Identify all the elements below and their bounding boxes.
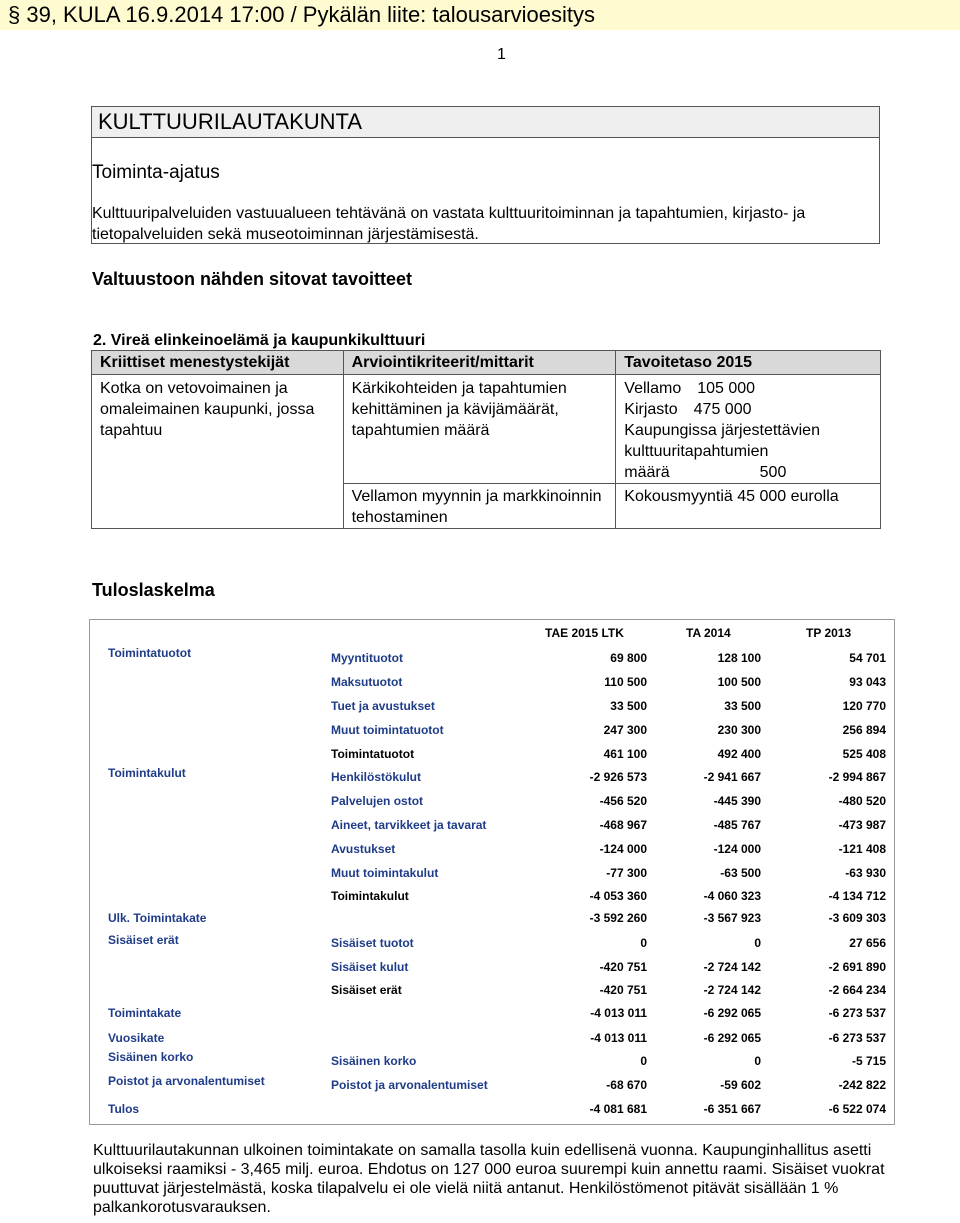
value-ta2014: -6 351 667 xyxy=(703,1102,761,1116)
value-tae2015: 0 xyxy=(640,936,647,950)
mission-text: Kulttuuripalveluiden vastuualueen tehtävänä on vastata kulttuuritoiminnan ja tapahtumien, kirjasto- ja tietopalveluiden sekä museotoiminnan järjestämisestä. xyxy=(92,205,806,243)
value-ta2014: -445 390 xyxy=(713,794,761,808)
value-tp2013: -63 930 xyxy=(845,866,886,880)
row-label: Henkilöstökulut xyxy=(331,770,422,784)
row-label: Muut toimintatuotot xyxy=(331,723,444,737)
group-vuosikate: Vuosikate xyxy=(108,1031,165,1045)
target-sales: Kokousmyyntiä 45 000 eurolla xyxy=(624,488,839,505)
value-ta2014: -485 767 xyxy=(713,818,761,832)
target-vellamo-label: Vellamo xyxy=(624,380,682,397)
income-statement-table xyxy=(89,619,895,1125)
criteria-text-1: Kärkikohteiden ja tapahtumien kehittäminen ja kävijämäärät, tapahtumien määrä xyxy=(351,380,567,439)
target-cell-1 xyxy=(616,375,881,484)
value-tp2013: -6 273 537 xyxy=(828,1006,886,1020)
value-tae2015: -468 967 xyxy=(599,818,647,832)
target-vellamo-value: 105 000 xyxy=(697,380,756,397)
page-number: 1 xyxy=(497,46,506,63)
table-row xyxy=(90,960,894,980)
mission-section xyxy=(91,138,880,244)
criteria-cell-1 xyxy=(343,375,616,484)
value-tp2013: -6 522 074 xyxy=(828,1102,886,1116)
document-banner: § 39, KULA 16.9.2014 17:00 / Pykälän liite: talousarvioesitys xyxy=(0,0,960,30)
income-statement-heading: Tuloslaskelma xyxy=(92,580,215,600)
col-header-tp2013: TP 2013 xyxy=(806,626,852,640)
col-header-ta2014: TA 2014 xyxy=(686,626,731,640)
table-row xyxy=(90,1102,894,1122)
value-tp2013: 256 894 xyxy=(842,723,886,737)
value-tae2015: 247 300 xyxy=(603,723,647,737)
value-tae2015: 33 500 xyxy=(610,699,647,713)
row-label: Tuet ja avustukset xyxy=(331,699,435,713)
group-toimintakulut: Toimintakulut xyxy=(108,766,186,780)
table-row xyxy=(90,723,894,743)
table-row xyxy=(90,911,894,931)
value-tae2015: -4 013 011 xyxy=(590,1031,647,1045)
target-events-value: 500 xyxy=(759,464,787,481)
row-label: Toimintatuotot xyxy=(331,747,415,761)
group-sisaiset-erat: Sisäiset erät xyxy=(108,933,179,947)
value-tp2013: -6 273 537 xyxy=(828,1031,886,1045)
value-tp2013: -121 408 xyxy=(838,842,886,856)
row-label: Palvelujen ostot xyxy=(331,794,424,808)
value-ta2014: 100 500 xyxy=(717,675,761,689)
critical-factor-text: Kotka on vetovoimainen ja omaleimainen kaupunki, jossa tapahtuu xyxy=(100,380,315,439)
summary-paragraph: Kulttuurilautakunnan ulkoinen toimintakate on samalla tasolla kuin edellisenä vuonna. Kaupunginhallitus asetti ulkoiseksi raamiksi - 3,465 milj. euroa. Ehdotus on 127 000 euroa suurempi kuin annettu raami. Sisäiset vuokrat puuttuvat järjestelmästä, koska tilapalvelu ei ole vielä niitä antanut. Henkilöstömenot pitävät sisällään 1 % palkankorotusvarauksen. xyxy=(93,1142,885,1216)
value-tp2013: 93 043 xyxy=(849,675,886,689)
group-tulos: Tulos xyxy=(108,1102,140,1116)
value-tp2013: -473 987 xyxy=(838,818,886,832)
target-cell-2 xyxy=(616,484,881,529)
value-ta2014: -3 567 923 xyxy=(703,911,761,925)
target-events-label: määrä xyxy=(624,464,670,481)
value-ta2014: 492 400 xyxy=(717,747,761,761)
goals-header-target: Tavoitetaso 2015 xyxy=(616,351,881,375)
value-tp2013: 54 701 xyxy=(849,651,886,665)
value-ta2014: -2 724 142 xyxy=(703,983,761,997)
group-poistot: Poistot ja arvonalentumiset xyxy=(108,1074,265,1088)
row-label: Sisäiset kulut xyxy=(331,960,409,974)
value-tp2013: 525 408 xyxy=(842,747,886,761)
value-tae2015: -456 520 xyxy=(599,794,647,808)
row-label: Sisäinen korko xyxy=(331,1054,417,1068)
row-label: Sisäiset tuotot xyxy=(331,936,414,950)
value-tp2013: 27 656 xyxy=(849,936,886,950)
value-tp2013: 120 770 xyxy=(842,699,886,713)
value-tae2015: 69 800 xyxy=(610,651,647,665)
value-ta2014: -6 292 065 xyxy=(703,1006,761,1020)
value-tae2015: -4 013 011 xyxy=(590,1006,647,1020)
value-tae2015: -77 300 xyxy=(606,866,647,880)
value-tp2013: -3 609 303 xyxy=(828,911,886,925)
criteria-cell-2 xyxy=(343,484,616,529)
binding-goals-heading: Valtuustoon nähden sitovat tavoitteet xyxy=(92,269,413,289)
target-vellamo xyxy=(624,378,872,399)
row-label: Maksutuotot xyxy=(331,675,403,689)
target-events-text: Kaupungissa järjestettävien kulttuuritapahtumien xyxy=(624,422,820,460)
table-row xyxy=(90,889,894,909)
table-row xyxy=(90,866,894,886)
table-row xyxy=(90,770,894,790)
value-ta2014: 0 xyxy=(754,1054,761,1068)
value-ta2014: 33 500 xyxy=(724,699,761,713)
committee-title: KULTTUURILAUTAKUNTA xyxy=(91,106,880,138)
value-ta2014: -124 000 xyxy=(713,842,761,856)
table-row xyxy=(90,983,894,1003)
row-label: Toimintakulut xyxy=(331,889,409,903)
critical-factor-cell xyxy=(92,375,344,529)
table-row xyxy=(90,842,894,862)
goals-table xyxy=(91,350,881,529)
col-header-tae2015: TAE 2015 LTK xyxy=(545,626,624,640)
target-events xyxy=(624,462,872,483)
value-tae2015: -3 592 260 xyxy=(589,911,647,925)
value-tp2013: -2 994 867 xyxy=(828,770,886,784)
value-tae2015: -68 670 xyxy=(606,1078,647,1092)
value-ta2014: 128 100 xyxy=(717,651,761,665)
group-sisainen-korko: Sisäinen korko xyxy=(108,1050,194,1064)
group-ulk-toimintakate: Ulk. Toimintakate xyxy=(108,911,207,925)
value-tae2015: -124 000 xyxy=(599,842,647,856)
value-ta2014: 230 300 xyxy=(717,723,761,737)
mission-heading: Toiminta-ajatus xyxy=(92,162,220,183)
row-label: Aineet, tarvikkeet ja tavarat xyxy=(331,818,487,832)
row-label: Avustukset xyxy=(331,842,396,856)
value-ta2014: -59 602 xyxy=(720,1078,761,1092)
value-tae2015: -2 926 573 xyxy=(589,770,647,784)
target-kirjasto-label: Kirjasto xyxy=(624,401,678,418)
table-row xyxy=(90,794,894,814)
goals-header-criteria: Arviointikriteerit/mittarit xyxy=(343,351,616,375)
value-tp2013: -242 822 xyxy=(838,1078,886,1092)
value-tae2015: -420 751 xyxy=(599,960,647,974)
row-label: Muut toimintakulut xyxy=(331,866,439,880)
goals-header-factors: Kriittiset menestystekijät xyxy=(92,351,344,375)
value-tp2013: -4 134 712 xyxy=(828,889,886,903)
value-ta2014: 0 xyxy=(754,936,761,950)
criteria-text-2: Vellamon myynnin ja markkinoinnin tehostaminen xyxy=(351,488,602,526)
value-ta2014: -4 060 323 xyxy=(703,889,761,903)
target-kirjasto xyxy=(624,399,872,420)
value-tp2013: -480 520 xyxy=(838,794,886,808)
row-label: Poistot ja arvonalentumiset xyxy=(331,1078,488,1092)
value-tp2013: -2 691 890 xyxy=(828,960,886,974)
value-tp2013: -5 715 xyxy=(851,1054,886,1068)
goal-subtitle: 2. Vireä elinkeinoelämä ja kaupunkikulttuuri xyxy=(93,332,426,349)
table-row xyxy=(90,818,894,838)
value-ta2014: -6 292 065 xyxy=(703,1031,761,1045)
table-row xyxy=(90,936,894,956)
group-toimintakate: Toimintakate xyxy=(108,1006,182,1020)
group-toimintatuotot: Toimintatuotot xyxy=(108,646,192,660)
value-ta2014: -63 500 xyxy=(720,866,761,880)
value-tae2015: -4 081 681 xyxy=(589,1102,647,1116)
table-row xyxy=(90,1054,894,1074)
table-row xyxy=(90,1078,894,1098)
value-ta2014: -2 941 667 xyxy=(703,770,761,784)
table-row xyxy=(90,1006,894,1026)
table-row xyxy=(90,747,894,767)
value-tae2015: -420 751 xyxy=(599,983,647,997)
table-row xyxy=(90,675,894,695)
target-kirjasto-value: 475 000 xyxy=(693,401,752,418)
value-tae2015: 461 100 xyxy=(603,747,647,761)
value-tae2015: 110 500 xyxy=(604,675,647,689)
table-row xyxy=(90,651,894,671)
row-label: Sisäiset erät xyxy=(331,983,402,997)
value-tp2013: -2 664 234 xyxy=(828,983,886,997)
value-tae2015: 0 xyxy=(640,1054,647,1068)
table-row xyxy=(90,699,894,719)
row-label: Myyntituotot xyxy=(331,651,403,665)
value-ta2014: -2 724 142 xyxy=(703,960,761,974)
table-row xyxy=(90,1031,894,1051)
value-tae2015: -4 053 360 xyxy=(589,889,647,903)
